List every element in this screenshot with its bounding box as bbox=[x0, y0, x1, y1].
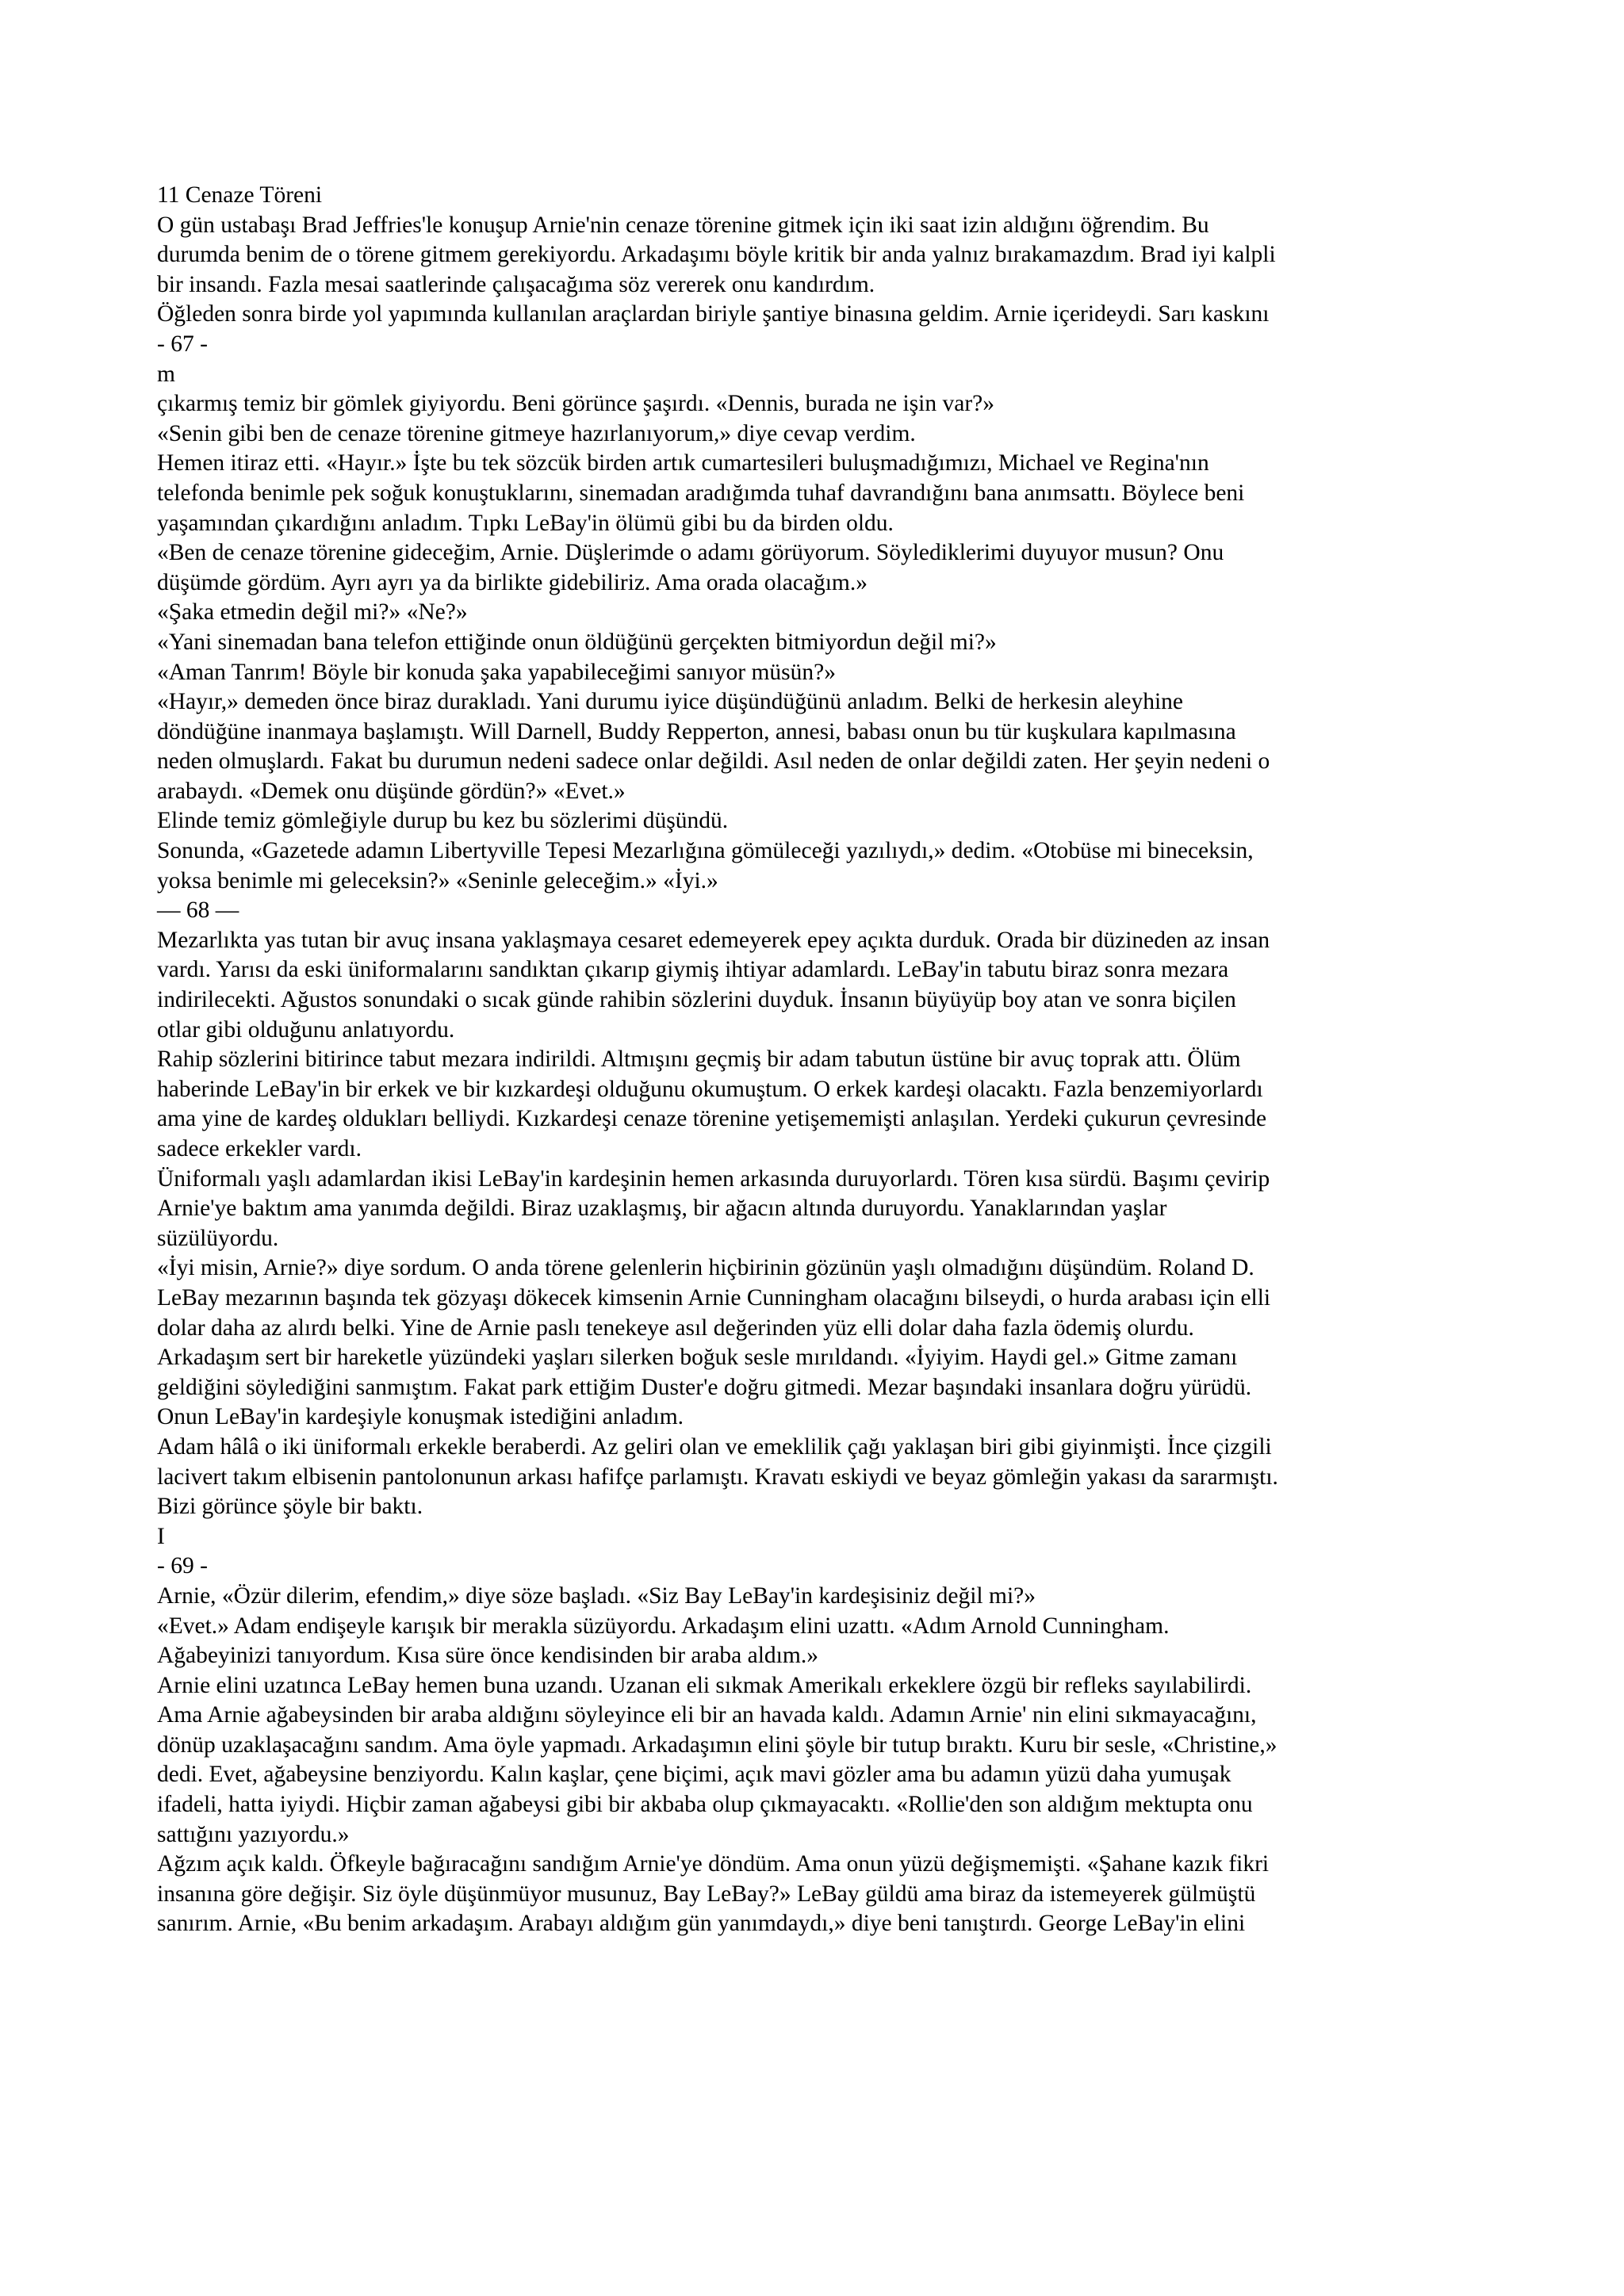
text-line: «Evet.» Adam endişeyle karışık bir merakla süzüyordu. Arkadaşım elini uzattı. «Adım Arnold Cunningham. bbox=[157, 1613, 1170, 1639]
text-line: indirilecekti. Ağustos sonundaki o sıcak günde rahibin sözlerini duyduk. İnsanın büyüyüp boy atan ve sonra biçilen bbox=[157, 987, 1236, 1013]
text-line: süzülüyordu. bbox=[157, 1225, 279, 1251]
text-line: Adam hâlâ o iki üniformalı erkekle beraberdi. Az geliri olan ve emeklilik çağı yaklaşan biri gibi giyinmişti. İnce çizgili bbox=[157, 1433, 1272, 1460]
text-line: Ama Arnie ağabeysinden bir araba aldığını söyleyince eli bir an havada kaldı. Adamın Arnie' nin elini sıkmayacağını, bbox=[157, 1702, 1257, 1728]
text-line: Elinde temiz gömleğiyle durup bu kez bu sözlerimi düşündü. bbox=[157, 808, 729, 834]
text-line: otlar gibi olduğunu anlatıyordu. bbox=[157, 1016, 455, 1043]
text-line: LeBay mezarının başında tek gözyaşı dökecek kimsenin Arnie Cunningham olacağını bilseydi, o hurda arabası için elli bbox=[157, 1284, 1271, 1311]
text-line: yoksa benimle mi geleceksin?» «Seninle geleceğim.» «İyi.» bbox=[157, 867, 718, 894]
chapter-title: 11 Cenaze Töreni bbox=[157, 182, 323, 208]
text-line: Bizi görünce şöyle bir baktı. bbox=[157, 1494, 423, 1520]
text-line: ama yine de kardeş oldukları belliydi. Kızkardeşi cenaze törenine yetişememişti anlaşılan. Yerdeki çukurun çevresinde bbox=[157, 1106, 1267, 1132]
page-number: - 67 - bbox=[157, 331, 208, 357]
text-line: sadece erkekler vardı. bbox=[157, 1136, 362, 1161]
text-line: I bbox=[157, 1523, 165, 1549]
text-line: O gün ustabaşı Brad Jeffries'le konuşup Arnie'nin cenaze törenine gitmek için iki saat izin aldığını öğrendim. Bu bbox=[157, 212, 1209, 238]
text-line: bir insandı. Fazla mesai saatlerinde çalışacağıma söz vererek onu kandırdım. bbox=[157, 271, 875, 297]
text-line: neden olmuşlardı. Fakat bu durumun nedeni sadece onlar değildi. Asıl neden de onlar değildi zaten. Her şeyin nedeni o bbox=[157, 748, 1270, 775]
page-number: — 68 — bbox=[157, 897, 239, 924]
text-line: Üniformalı yaşlı adamlardan ikisi LeBay'in kardeşinin hemen arkasında duruyorlardı. Tören kısa sürdü. Başımı çevirip bbox=[157, 1165, 1270, 1192]
text-line: ifadeli, hatta iyiydi. Hiçbir zaman ağabeysi gibi bir akbaba olup çıkmayacaktı. «Rollie'den son aldığım mektupta onu bbox=[157, 1792, 1253, 1818]
document-page bbox=[157, 181, 1497, 1939]
text-line: sattığını yazıyordu.» bbox=[157, 1821, 350, 1847]
text-line: «Yani sinemadan bana telefon ettiğinde onun öldüğünü gerçekten bitmiyordun değil mi?» bbox=[157, 629, 997, 655]
text-line: Ağabeyinizi tanıyordum. Kısa süre önce kendisinden bir araba aldım.» bbox=[157, 1643, 818, 1669]
page-number: Arnie, «Özür dilerim, efendim,» diye söze başladı. «Siz Bay LeBay'in kardeşisiniz değil mi?» bbox=[157, 1582, 1036, 1609]
text-line: lacivert takım elbisenin pantolonunun arkası hafifçe parlamıştı. Kravatı eskiydi ve beyaz gömleğin yakası da sararmıştı. bbox=[157, 1464, 1278, 1490]
text-line: döndüğüne inanmaya başlamıştı. Will Darnell, Buddy Repperton, annesi, babası onun bu tür kuşkulara kapılmasına bbox=[157, 718, 1236, 744]
text-line: Sonunda, «Gazetede adamın Libertyville Tepesi Mezarlığına gömüleceği yazılıydı,» dedim. «Otobüse mi bineceksin, bbox=[157, 838, 1254, 864]
text-line: yaşamından çıkardığını anladım. Tıpkı LeBay'in ölümü gibi bu da birden oldu. bbox=[157, 510, 894, 536]
text-line: geldiğini söylediğini sanmıştım. Fakat park ettiğim Duster'e doğru gitmedi. Mezar başındaki insanlara doğru yürüdü. bbox=[157, 1374, 1252, 1400]
text-line: Hemen itiraz etti. «Hayır.» İşte bu tek sözcük birden artık cumartesileri buluşmadığımızı, Michael ve Regina'nın bbox=[157, 450, 1209, 476]
text-line: «Ben de cenaze törenine gideceğim, Arnie. Düşlerimde o adamı görüyorum. Söylediklerimi duyuyor musun? Onu bbox=[157, 540, 1224, 566]
text-line: dönüp uzaklaşacağını sandım. Ama öyle yapmadı. Arkadaşımın elini şöyle bir tutup bıraktı. Kuru bir sesle, «Christine,» bbox=[157, 1732, 1277, 1758]
text-line: durumda benim de o törene gitmem gerekiyordu. Arkadaşımı böyle kritik bir anda yalnız bırakamazdım. Brad iyi kalpli bbox=[157, 242, 1276, 268]
text-line: sanırım. Arnie, «Bu benim arkadaşım. Arabayı aldığım gün yanımdaydı,» diye beni tanıştırdı. George LeBay'in elini bbox=[157, 1911, 1246, 1937]
text-line: Rahip sözlerini bitirince tabut mezara indirildi. Altmışını geçmiş bir adam tabutun üstüne bir avuç toprak attı. Ölüm bbox=[157, 1047, 1241, 1073]
text-line: Arkadaşım sert bir hareketle yüzündeki yaşları silerken boğuk sesle mırıldandı. «İyiyim. Haydi gel.» Gitme zamanı bbox=[157, 1345, 1238, 1371]
stray-mark: - 69 - bbox=[157, 1553, 208, 1579]
text-line: «Hayır,» demeden önce biraz durakladı. Yani durumu iyice düşündüğünü anladım. Belki de herkesin aleyhine bbox=[157, 689, 1184, 715]
text-line: Arnie'ye baktım ama yanımda değildi. Biraz uzaklaşmış, bir ağacın altında duruyordu. Yanaklarından yaşlar bbox=[157, 1196, 1167, 1222]
stray-mark: m bbox=[157, 361, 175, 387]
text-line: dedi. Evet, ağabeysine benziyordu. Kalın kaşlar, çene biçimi, açık mavi gözler ama bu adamın yüzü daha yumuşak bbox=[157, 1762, 1231, 1788]
text-line: Öğleden sonra birde yol yapımında kullanılan araçlardan biriyle şantiye binasına geldim. Arnie içerideydi. Sarı kaskını bbox=[157, 301, 1270, 327]
text-line: «İyi misin, Arnie?» diye sordum. O anda törene gelenlerin hiçbirinin gözünün yaşlı olmadığını düşündüm. Roland D. bbox=[157, 1255, 1254, 1281]
text-line: çıkarmış temiz bir gömlek giyiyordu. Beni görünce şaşırdı. «Dennis, burada ne işin var?» bbox=[157, 391, 995, 417]
text-line: «Şaka etmedin değil mi?» «Ne?» bbox=[157, 599, 468, 626]
text-line: vardı. Yarısı da eski üniformalarını sandıktan çıkarıp giymiş ihtiyar adamlardı. LeBay'in tabutu biraz sonra mezara bbox=[157, 957, 1229, 983]
text-line: Ağzım açık kaldı. Öfkeyle bağıracağını sandığım Arnie'ye döndüm. Ama onun yüzü değişmemişti. «Şahane kazık fikri bbox=[157, 1851, 1270, 1877]
text-line: «Aman Tanrım! Böyle bir konuda şaka yapabileceğimi sanıyor müsün?» bbox=[157, 659, 836, 685]
text-line: Onun LeBay'in kardeşiyle konuşmak istediğini anladım. bbox=[157, 1404, 684, 1430]
text-line: telefonda benimle pek soğuk konuştuklarını, sinemadan aradığımda tuhaf davrandığını bana anımsattı. Böylece beni bbox=[157, 480, 1245, 506]
text-line: haberinde LeBay'in bir erkek ve bir kızkardeşi olduğunu okumuştum. O erkek kardeşi olacaktı. Fazla benzemiyorlardı bbox=[157, 1076, 1263, 1102]
text-line: düşümde gördüm. Ayrı ayrı ya da birlikte gidebiliriz. Ama orada olacağım.» bbox=[157, 569, 868, 595]
text-line: Arnie elini uzatınca LeBay hemen buna uzandı. Uzanan eli sıkmak Amerikalı erkeklere özgü bir refleks sayılabilirdi. bbox=[157, 1672, 1252, 1698]
text-line: arabaydı. «Demek onu düşünde gördün?» «Evet.» bbox=[157, 778, 626, 804]
text-line: insanına göre değişir. Siz öyle düşünmüyor musunuz, Bay LeBay?» LeBay güldü ama biraz da istemeyerek gülmüştü bbox=[157, 1881, 1256, 1907]
text-line: «Senin gibi ben de cenaze törenine gitmeye hazırlanıyorum,» diye cevap verdim. bbox=[157, 420, 916, 446]
text-line: Mezarlıkta yas tutan bir avuç insana yaklaşmaya cesaret edemeyerek epey açıkta durduk. Orada bir düzineden az insan bbox=[157, 927, 1270, 953]
text-line: dolar daha az alırdı belki. Yine de Arnie paslı tenekeye asıl değerinden yüz elli dolar daha fazla ödemiş olurdu. bbox=[157, 1314, 1194, 1341]
